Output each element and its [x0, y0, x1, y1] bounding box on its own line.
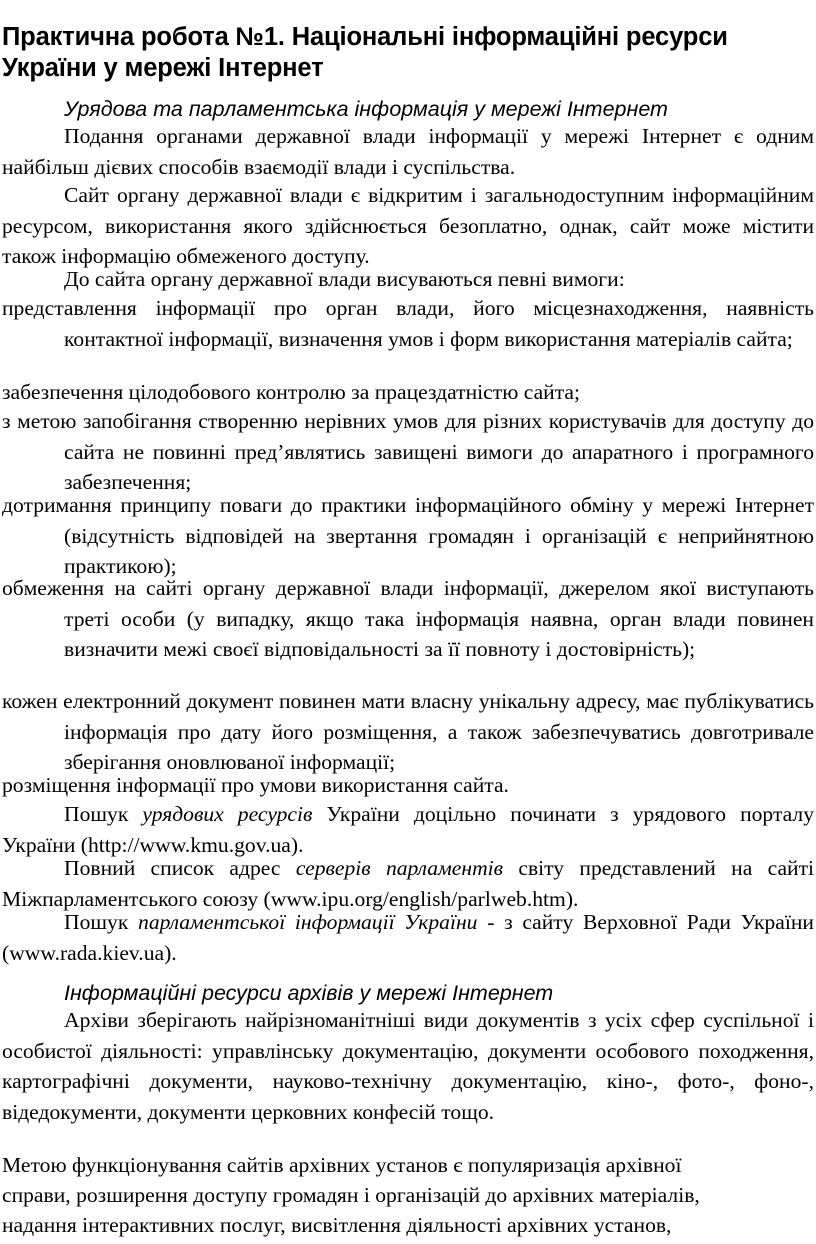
requirement-item: забезпечення цілодобового контролю за працездатністю сайта; — [2, 380, 581, 404]
page-title: Практична робота №1. Національні інформаційні ресурси України у мережі Інтернет — [2, 23, 728, 82]
requirement-item: з метою запобігання створенню нерівних умов для різних користувачів для доступу до сайта не повинні пред’являтись завищені вимоги до апаратного і програмного забезпечення; — [2, 409, 814, 494]
paragraph-site-status: Сайт органу державної влади є відкритим і загальнодоступним інформаційним ресурсом, використання якого здійснюється безоплатно, однак, сайт може містити також інформацію обмеженого доступу. — [2, 183, 814, 268]
paragraph-archives-purpose-line: справи, розширення доступу громадян і організацій до архівних матеріалів, — [2, 1183, 700, 1207]
requirement-item: кожен електронний документ повинен мати власну унікальну адресу, має публікуватись інформація про дату його розміщення, а також забезпечуватись довготривале зберігання оновлюваної інформації; — [2, 689, 814, 774]
paragraph-archives-purpose-line: надання інтерактивних послуг, висвітлення діяльності архівних установ, — [2, 1213, 672, 1237]
paragraph-intro: Подання органами державної влади інформації у мережі Інтернет є одним найбільш дієвих способів взаємодії влади і суспільства. — [2, 124, 814, 179]
requirement-item: розміщення інформації про умови використання сайта. — [2, 773, 509, 797]
section-heading-government: Урядова та парламентська інформація у мережі Інтернет — [64, 97, 668, 121]
requirement-item: обмеження на сайті органу державної влади інформації, джерелом якої виступають треті особи (у випадку, якщо така інформація наявна, орган влади повинен визначити межі своєї відповідальності за її повноту і достовірність); — [2, 576, 814, 661]
section-heading-archives: Інформаційні ресурси архівів у мережі Інтернет — [64, 981, 554, 1005]
requirement-item: дотримання принципу поваги до практики інформаційного обміну у мережі Інтернет (відсутність відповідей на звертання громадян і організацій є неприйнятною практикою); — [2, 493, 814, 578]
paragraph-government-search: Пошук урядових ресурсів України доцільно починати з урядового порталу України (http://www.kmu.gov.ua). — [2, 802, 814, 857]
paragraph-archives-docs: Архіви зберігають найрізноманітніші види документів з усіх сфер суспільної і особистої діяльності: управлінську документацію, документи особового походження, картографічні документи, науково-технічну документацію, кіно-, фото-, фоно-, відедокументи, документи церковних конфесій тощо. — [2, 1008, 814, 1124]
paragraph-requirements-lead: До сайта органу державної влади висуваються певні вимоги: — [64, 267, 625, 291]
paragraph-parliaments-list: Повний список адрес серверів парламентів світу представлений на сайті Міжпарламентського союзу (www.ipu.org/english/parlweb.htm). — [2, 856, 815, 911]
requirement-item: представлення інформації про орган влади, його місцезнаходження, наявність контактної інформації, визначення умов і форм використання матеріалів сайта; — [2, 296, 814, 351]
paragraph-parliament-search: Пошук парламентської інформації України - з сайту Верховної Ради України (www.rada.kiev.ua). — [2, 910, 814, 965]
paragraph-archives-purpose-line: Метою функціонування сайтів архівних установ є популяризація архівної — [2, 1153, 682, 1177]
